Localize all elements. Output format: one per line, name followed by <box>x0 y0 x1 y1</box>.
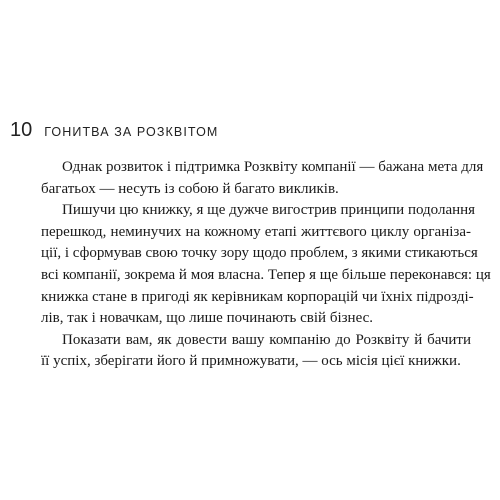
text-line: книжка стане в пригоді як керівникам корпорацій чи їхніх підрозді- <box>41 288 474 305</box>
body-text <box>41 157 491 373</box>
text-line: багатьох — несуть із собою й багато викликів. <box>41 180 339 197</box>
text-line: Показати вам, як довести вашу компанію до Розквіту й бачити <box>62 331 471 348</box>
text-line: лів, так і новачкам, що лише починають свій бізнес. <box>41 310 374 327</box>
paragraph <box>41 157 484 200</box>
paragraph <box>41 330 471 373</box>
running-head <box>10 119 218 142</box>
page-number: 10 <box>10 119 33 141</box>
text-line: її успіх, зберігати його й примножувати, — ось місія цієї книжки. <box>41 353 461 370</box>
chapter-title: ГОНИТВА ЗА РОЗКВІТОМ <box>44 125 219 139</box>
text-line: всі компанії, зокрема й моя власна. Тепер я ще більше переконався: ця <box>41 266 491 283</box>
paragraph <box>41 200 491 330</box>
text-line: перешкод, неминучих на кожному етапі життєвого циклу організа- <box>41 223 471 240</box>
text-line: Однак розвиток і підтримка Розквіту компанії — бажана мета для <box>62 159 484 175</box>
text-line: Пишучи цю книжку, я ще дужче вигострив принципи подолання <box>62 202 476 219</box>
text-line: ції, і сформував свою точку зору щодо проблем, з якими стикаються <box>41 245 478 262</box>
